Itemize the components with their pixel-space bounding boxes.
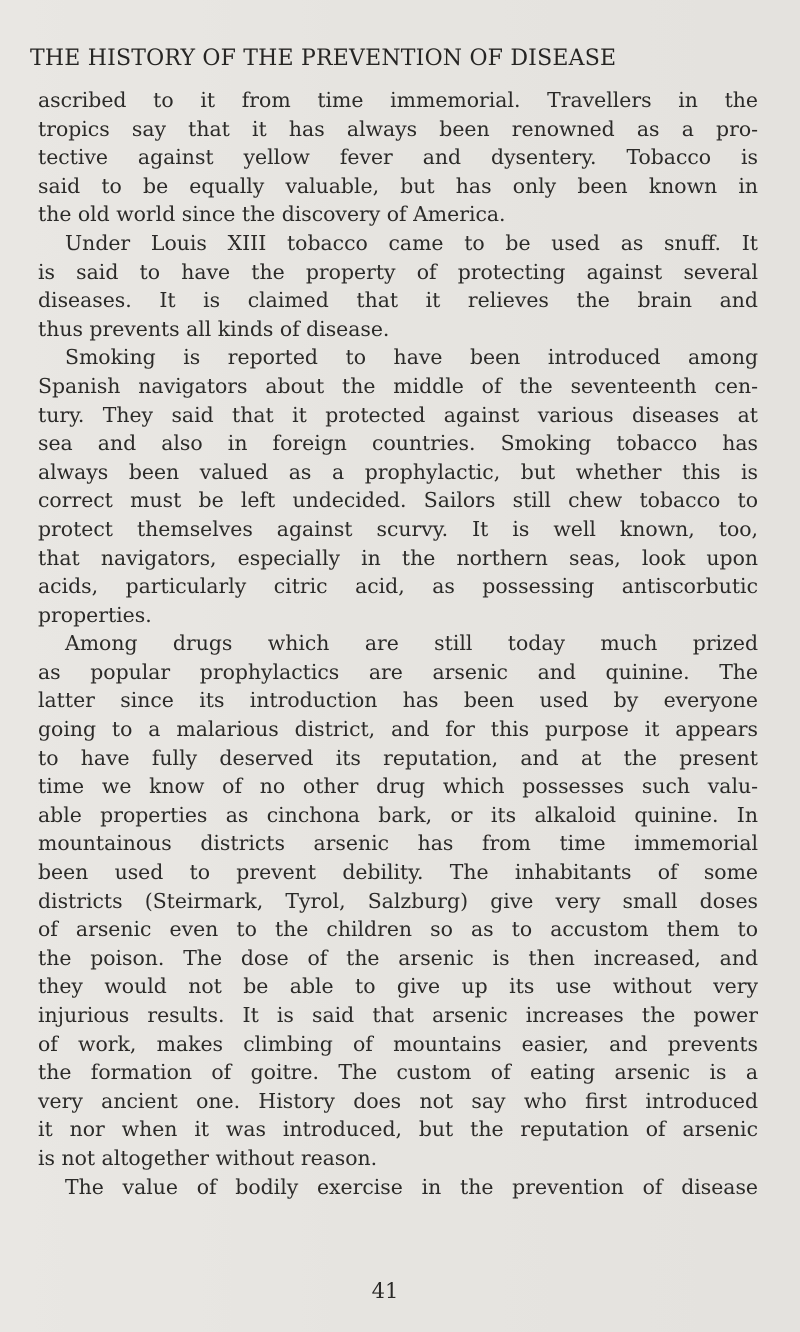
text-line: been used to prevent debility. The inhabitants of some (38, 860, 758, 885)
text-line: diseases. It is claimed that it relieves the brain and (38, 288, 758, 313)
text-line: as popular prophylactics are arsenic and quinine. The (38, 659, 758, 684)
text-line: tury. They said that it protected against various diseases at (38, 402, 758, 427)
text-line: going to a malarious district, and for this purpose it appears (38, 717, 758, 742)
text-line: latter since its introduction has been used by everyone (38, 688, 758, 713)
text-line: sea and also in foreign countries. Smoking tobacco has (38, 431, 758, 456)
text-line: injurious results. It is said that arsenic increases the power (38, 1003, 758, 1027)
text-line: they would not be able to give up its use without very (38, 974, 758, 999)
text-line: The value of bodily exercise in the prevention of disease (65, 1174, 758, 1199)
text-line: tropics say that it has always been renowned as a pro- (38, 116, 758, 141)
text-line: the poison. The dose of the arsenic is then increased, and (38, 945, 758, 970)
text-line: districts (Steirmark, Tyrol, Salzburg) give very small doses (38, 888, 758, 913)
text-line: said to be equally valuable, but has only been known in (38, 173, 758, 198)
text-line: correct must be left undecided. Sailors still chew tobacco to (38, 488, 758, 513)
text-line: is said to have the property of protecting against several (38, 259, 758, 284)
text-line: ascribed to it from time immemorial. Travellers in the (38, 88, 758, 112)
text-line: tective against yellow fever and dysentery. Tobacco is (38, 145, 758, 170)
text-line: of arsenic even to the children so as to accustom them to (38, 917, 758, 942)
text-line: Spanish navigators about the middle of the seventeenth cen- (38, 373, 758, 398)
text-line: it nor when it was introduced, but the reputation of arsenic (38, 1117, 758, 1142)
text-line: Smoking is reported to have been introduced among (65, 345, 758, 370)
text-line: very ancient one. History does not say who first introduced (38, 1088, 758, 1113)
text-line: protect themselves against scurvy. It is well known, too, (38, 516, 758, 541)
text-line: Under Louis XIII tobacco came to be used as snuff. It (65, 230, 758, 255)
text-line: acids, particularly citric acid, as possessing antiscorbutic (38, 574, 758, 599)
text-line: that navigators, especially in the northern seas, look upon (38, 545, 758, 570)
text-line: of work, makes climbing of mountains easier, and prevents (38, 1031, 758, 1056)
page-number: 41 (371, 1279, 399, 1303)
text-line: the formation of goitre. The custom of eating arsenic is a (38, 1060, 758, 1085)
text-line: to have fully deserved its reputation, and at the present (38, 745, 758, 770)
text-line: the old world since the discovery of America. (38, 202, 506, 227)
text-line: properties. (38, 602, 152, 627)
text-line: time we know of no other drug which possesses such valu- (38, 774, 758, 799)
running-header: THE HISTORY OF THE PREVENTION OF DISEASE (30, 46, 617, 71)
text-line: Among drugs which are still today much prized (65, 631, 758, 656)
text-line: able properties as cinchona bark, or its alkaloid quinine. In (38, 802, 758, 827)
text-line: thus prevents all kinds of disease. (38, 316, 390, 341)
text-line: mountainous districts arsenic has from time immemorial (38, 831, 758, 856)
body-text (38, 86, 758, 1201)
text-line: always been valued as a prophylactic, but whether this is (38, 459, 758, 484)
text-line: is not altogether without reason. (38, 1145, 378, 1170)
